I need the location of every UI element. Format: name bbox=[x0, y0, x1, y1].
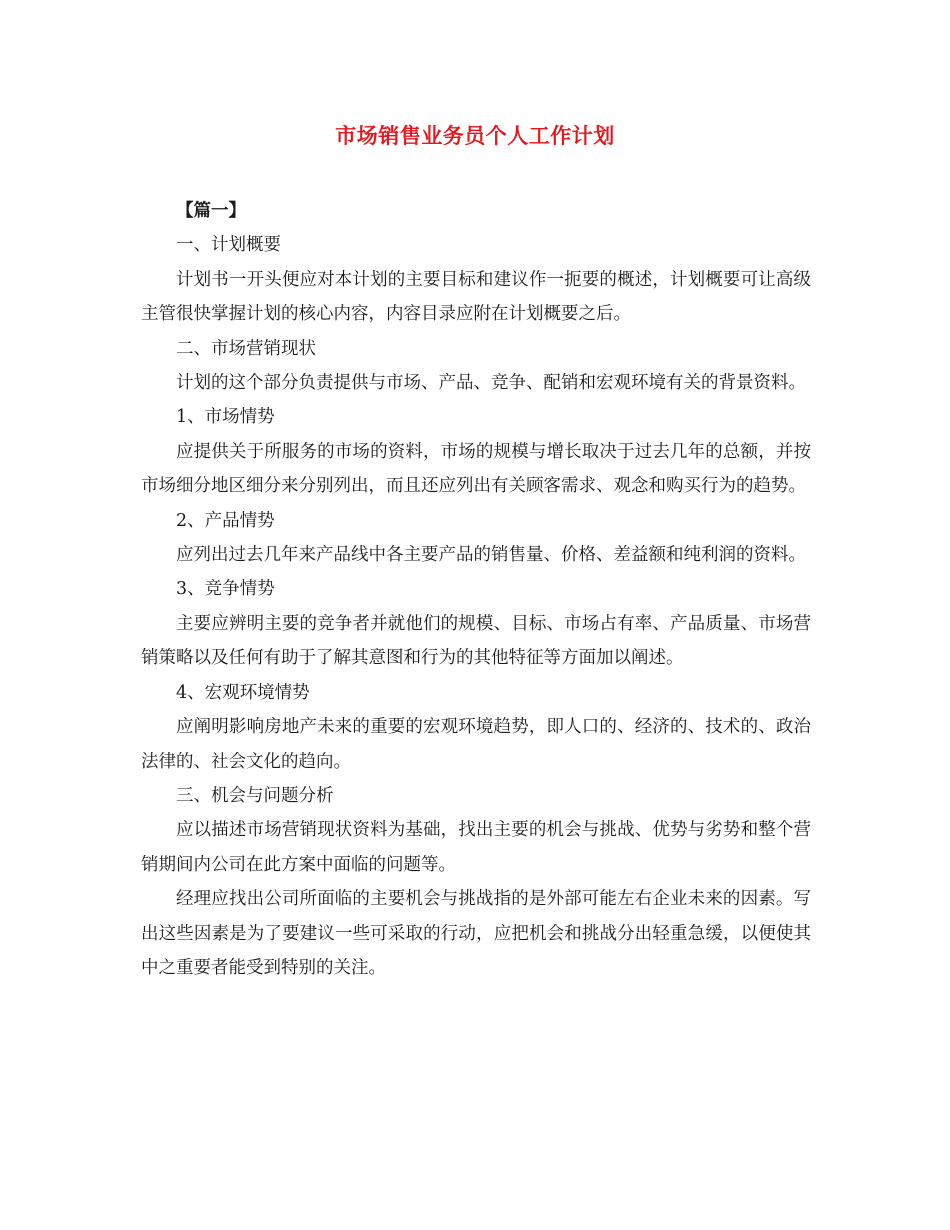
paragraph-plan-summary: 计划书一开头便应对本计划的主要目标和建议作一扼要的概述，计划概要可让高级主管很快掌握计划的核心内容，内容目录应附在计划概要之后。 bbox=[141, 269, 811, 325]
heading-marketing-status: 二、市场营销现状 bbox=[176, 338, 316, 359]
section-label: 【篇一】 bbox=[176, 201, 246, 221]
heading-macro-environment: 4、宏观环境情势 bbox=[176, 682, 310, 703]
heading-opportunity-analysis: 三、机会与问题分析 bbox=[176, 785, 334, 806]
paragraph-marketing-status: 计划的这个部分负责提供与市场、产品、竞争、配销和宏观环境有关的背景资料。 bbox=[176, 373, 806, 394]
heading-competition-situation: 3、竞争情势 bbox=[176, 579, 275, 600]
paragraph-opportunity-analysis: 应以描述市场营销现状资料为基础，找出主要的机会与挑战、优势与劣势和整个营销期间内公司在此方案中面临的问题等。 bbox=[141, 820, 811, 875]
paragraph-market-situation: 应提供关于所服务的市场的资料，市场的规模与增长取决于过去几年的总额，并按市场细分地区细分来分别列出，而且还应列出有关顾客需求、观念和购买行为的趋势。 bbox=[141, 441, 811, 497]
heading-market-situation: 1、市场情势 bbox=[176, 407, 275, 428]
heading-plan-summary: 一、计划概要 bbox=[176, 235, 281, 256]
document-title: 市场销售业务员个人工作计划 bbox=[335, 123, 615, 148]
heading-product-situation: 2、产品情势 bbox=[176, 510, 275, 531]
paragraph-product-situation: 应列出过去几年来产品线中各主要产品的销售量、价格、差益额和纯利润的资料。 bbox=[176, 545, 806, 566]
document-body bbox=[141, 194, 811, 985]
paragraph-macro-environment: 应阐明影响房地产未来的重要的宏观环境趋势，即人口的、经济的、技术的、政治法律的、社会文化的趋向。 bbox=[141, 717, 811, 772]
paragraph-competition-situation: 主要应辨明主要的竞争者并就他们的规模、目标、市场占有率、产品质量、市场营销策略以及任何有助于了解其意图和行为的其他特征等方面加以阐述。 bbox=[141, 613, 811, 669]
paragraph-manager-opportunities: 经理应找出公司所面临的主要机会与挑战指的是外部可能左右企业未来的因素。写出这些因素是为了要建议一些可采取的行动，应把机会和挑战分出轻重急缓，以便使其中之重要者能受到特别的关注。 bbox=[141, 889, 811, 978]
